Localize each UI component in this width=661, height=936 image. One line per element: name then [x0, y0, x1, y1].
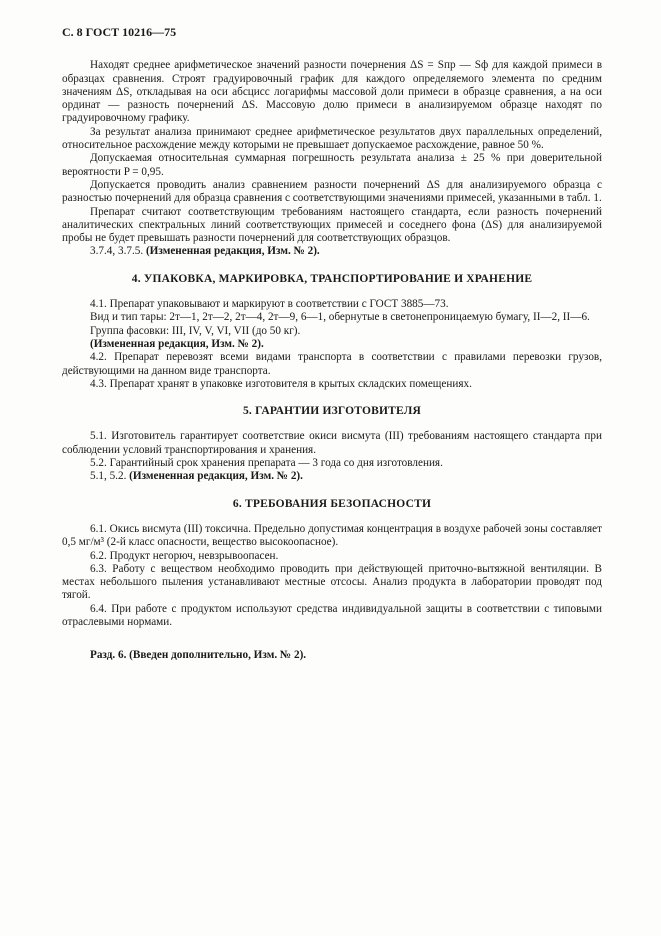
paragraph: За результат анализа принимают среднее арифметическое результатов двух параллельных определений, относительное расхождение между которыми не превышает допускаемое расхождение, равное 50 %.	[62, 125, 602, 152]
final-note: Разд. 6. (Введен дополнительно, Изм. № 2).	[90, 649, 307, 662]
paragraph: Допускается проводить анализ сравнением разности почернений ΔS для анализируемого образца с разностью почернений для образца сравнения с соответствующими значениями примесей, указанными в табл. 1.	[62, 178, 602, 205]
paragraph: Допускаемая относительная суммарная погрешность результата анализа ± 25 % при доверительной вероятности P = 0,95.	[62, 152, 602, 178]
page-header: С. 8 ГОСТ 10216—75	[62, 25, 177, 39]
paragraph: 5.2. Гарантийный срок хранения препарата — 3 года со дня изготовления.	[90, 457, 443, 470]
section-4-title: 4. УПАКОВКА, МАРКИРОВКА, ТРАНСПОРТИРОВАНИЕ И ХРАНЕНИЕ	[131, 272, 533, 285]
section-5-title: 5. ГАРАНТИИ ИЗГОТОВИТЕЛЯ	[242, 405, 422, 418]
paragraph: Препарат считают соответствующим требованиям настоящего стандарта, если разность почернений аналитических спектральных линий соответствующих примесей и соседнего фона (ΔS) для анализируемой пробы не будет превышать разности почернений для соответствующих образцов.	[62, 205, 602, 245]
paragraph: 5.1. Изготовитель гарантирует соответствие окиси висмута (III) требованиям настоящего стандарта при соблюдении условий транспортирования и хранения.	[62, 430, 602, 456]
paragraph: 4.2. Препарат перевозят всеми видами транспорта в соответствии с правилами перевозки грузов, действующими на данном виде транспорта.	[62, 351, 602, 377]
amendment-note: 5.1, 5.2. (Измененная редакция, Изм. № 2).	[90, 470, 303, 483]
paragraph: 4.1. Препарат упаковывают и маркируют в соответствии с ГОСТ 3885—73.	[90, 298, 449, 311]
paragraph: Находят среднее арифметическое значений разности почернения ΔS = Sпр — Sф для каждой примеси в образцах сравнения. Строят градуировочный график для каждого определяемого элемента по средним значениям ΔS, откладывая на оси абсцисс логарифмы массовой доли примеси в образце сравнения, а на оси ординат — разность почернений ΔS. Массовую долю примеси в анализируемом образце находят по градуировочному графику.	[62, 59, 602, 125]
paragraph: 6.3. Работу с веществом необходимо проводить при действующей приточно-вытяжной вентиляции. В местах небольшого пыления устанавливают местные отсосы. Анализ продукта в лаборатории проводят под тягой.	[62, 562, 602, 602]
document-page	[62, 26, 602, 663]
paragraph: Группа фасовки: III, IV, V, VI, VII (до 50 кг).	[90, 324, 301, 337]
amendment-note: 3.7.4, 3.7.5. (Измененная редакция, Изм. № 2).	[90, 245, 320, 258]
paragraph: 6.4. При работе с продуктом используют средства индивидуальной защиты в соответствии с типовыми отраслевыми нормами.	[62, 602, 602, 628]
amendment-note: (Измененная редакция, Изм. № 2).	[90, 337, 264, 350]
paragraph: 6.1. Окись висмута (III) токсична. Предельно допустимая концентрация в воздухе рабочей зоны составляет 0,5 мг/м³ (2-й класс опасности, вещество высокоопасное).	[62, 522, 602, 549]
paragraph: 6.2. Продукт негорюч, невзрывоопасен.	[90, 549, 279, 562]
section-6-title: 6. ТРЕБОВАНИЯ БЕЗОПАСНОСТИ	[232, 497, 432, 510]
paragraph: 4.3. Препарат хранят в упаковке изготовителя в крытых складских помещениях.	[90, 377, 472, 390]
paragraph: Вид и тип тары: 2т—1, 2т—2, 2т—4, 2т—9, 6—1, обернутые в светонепроницаемую бумагу, II—2, II—6.	[90, 311, 590, 324]
